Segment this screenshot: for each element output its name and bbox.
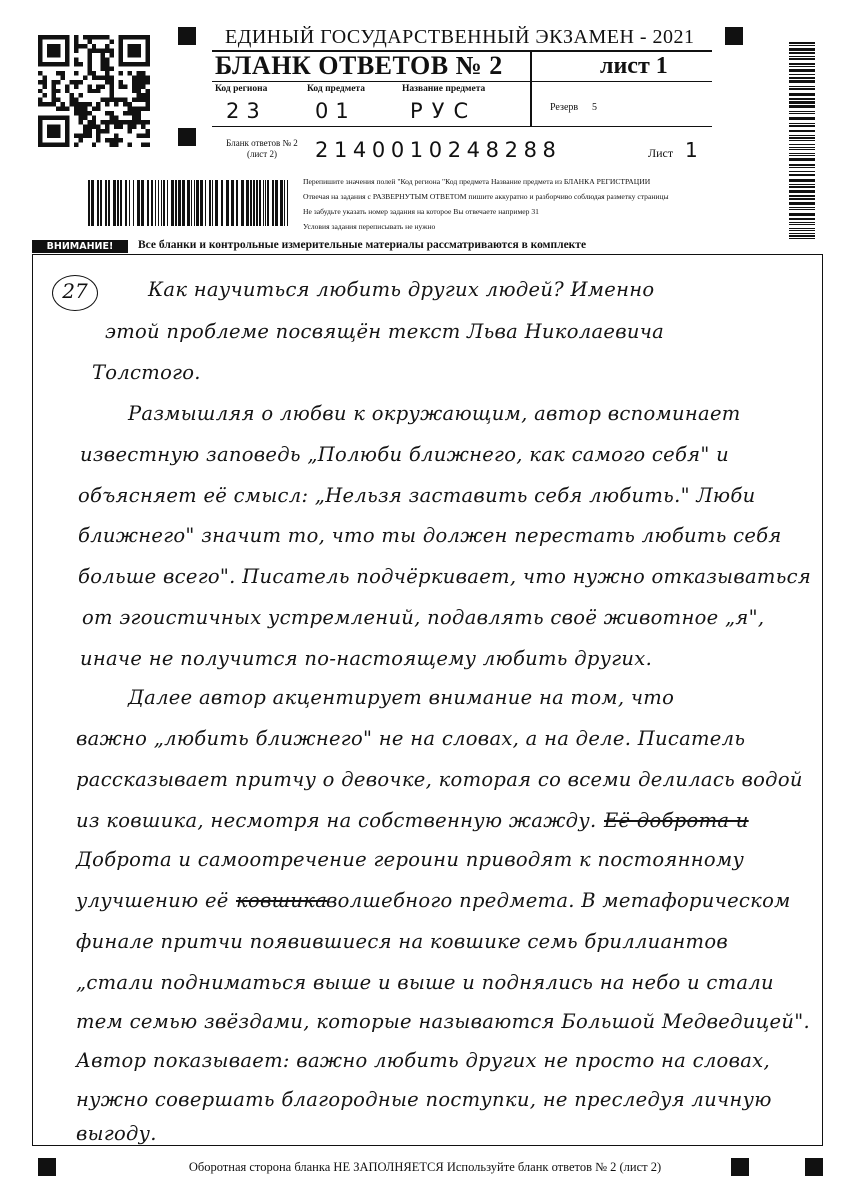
divider xyxy=(212,126,712,127)
instruction-line: Отвечая на задания с РАЗВЕРНУТЫМ ОТВЕТОМ пишите аккуратно и разборчиво соблюдая разметку страницы xyxy=(303,192,669,201)
attention-text: Все бланки и контрольные измерительные материалы рассматриваются в комплекте xyxy=(138,239,587,251)
answer-line: волшебного предмета. В метафорическом xyxy=(326,889,791,912)
qr-code-icon xyxy=(38,35,150,147)
reference-label-line: Бланк ответов № 2 xyxy=(226,138,298,148)
region-code-value: 23 xyxy=(226,99,267,123)
alignment-marker xyxy=(178,27,196,45)
answer-line: Как научиться любить других людей? Именно xyxy=(148,278,655,301)
divider xyxy=(212,81,712,82)
answer-line: тем семью звёздами, которые называются Большой Медведицей". xyxy=(76,1010,810,1033)
attention-badge: ВНИМАНИЕ! xyxy=(32,240,128,253)
reserve-label: Резерв xyxy=(550,102,579,113)
reference-label-line: (лист 2) xyxy=(247,149,277,159)
sheet-title: лист 1 xyxy=(600,53,668,79)
footer-text: Оборотная сторона бланка НЕ ЗАПОЛНЯЕТСЯ Используйте бланк ответов № 2 (лист 2) xyxy=(188,1160,662,1174)
answer-line: нужно совершать благородные поступки, не преследуя личную xyxy=(76,1088,772,1111)
answer-line: выгоду. xyxy=(76,1122,157,1145)
reserve-value: 5 xyxy=(592,102,597,113)
subject-name-label: Название предмета xyxy=(402,84,486,94)
answer-line: объясняет её смысл: „Нельзя заставить себя любить." Люби xyxy=(78,484,756,507)
exam-title: ЕДИНЫЙ ГОСУДАРСТВЕННЫЙ ЭКЗАМЕН - 2021 xyxy=(225,26,695,48)
region-code-label: Код региона xyxy=(215,84,268,94)
answer-line: финале притчи появившиеся на ковшике семь бриллиантов xyxy=(76,930,729,953)
answer-line: больше всего". Писатель подчёркивает, что нужно отказываться xyxy=(78,565,812,588)
answer-line: рассказывает притчу о девочке, которая со всеми делилась водой xyxy=(76,768,803,791)
answer-line: важно „любить ближнего" не на словах, а на деле. Писатель xyxy=(76,727,746,750)
answer-line: этой проблеме посвящён текст Льва Николаевича xyxy=(105,320,665,343)
answer-line: от эгоистичных устремлений, подавлять своё животное „я", xyxy=(82,606,765,629)
answer-line: Размышляя о любви к окружающим, автор вспоминает xyxy=(128,402,741,425)
barcode-icon xyxy=(789,42,815,242)
instruction-line: Условия задания переписывать не нужно xyxy=(303,222,436,231)
sheet-number: 1 xyxy=(685,138,698,162)
task-number: 27 xyxy=(62,279,88,303)
struck-out-text: Её доброта и xyxy=(604,809,749,832)
struck-out-text: ковшика xyxy=(236,889,328,912)
form-title: БЛАНК ОТВЕТОВ № 2 xyxy=(215,51,503,80)
subject-code-label: Код предмета xyxy=(307,84,365,94)
answer-line: ближнего" значит то, что ты должен перестать любить себя xyxy=(78,524,782,547)
alignment-marker xyxy=(725,27,743,45)
answer-line: улучшению её xyxy=(76,889,229,912)
answer-line: иначе не получится по-настоящему любить других. xyxy=(80,647,653,670)
alignment-marker xyxy=(178,128,196,146)
subject-name-value: РУС xyxy=(410,99,478,123)
answer-line: „стали подниматься выше и выше и поднялись на небо и стали xyxy=(76,971,774,994)
subject-code-value: 01 xyxy=(315,99,356,123)
answer-line: известную заповедь „Полюби ближнего, как самого себя" и xyxy=(80,443,730,466)
barcode-icon xyxy=(88,180,288,226)
answer-line: Далее автор акцентирует внимание на том, что xyxy=(128,686,675,709)
sheet-label: Лист xyxy=(648,146,674,160)
divider xyxy=(530,52,532,127)
reference-label xyxy=(212,138,312,160)
answer-line: Доброта и самоотречение героини приводят к постоянному xyxy=(76,848,745,871)
instruction-line: Перепишите значения полей "Код региона "Код предмета Название предмета из БЛАНКА РЕГИСТРАЦИИ xyxy=(303,177,651,186)
answer-line: из ковшика, несмотря на собственную жажду. xyxy=(76,809,597,832)
reference-number: 2140010248288 xyxy=(315,138,562,162)
answer-line: Толстого. xyxy=(92,361,201,384)
instruction-line: Не забудьте указать номер задания на которое Вы отвечаете например 31 xyxy=(303,207,539,216)
answer-line: Автор показывает: важно любить других не просто на словах, xyxy=(76,1049,770,1072)
